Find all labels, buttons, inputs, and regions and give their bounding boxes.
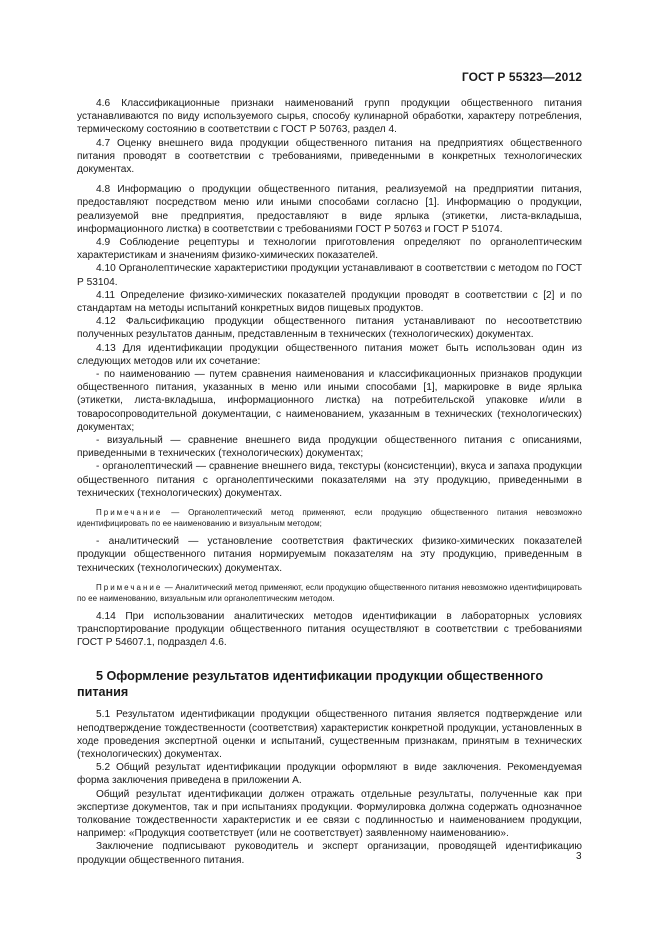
paragraph-4-7: 4.7 Оценку внешнего вида продукции общественного питания на предприятиях общественного питания проводят в соответствии с требованиями, приведенными в конкретных технологических документах. [77,137,582,176]
paragraph-4-10: 4.10 Органолептические характеристики продукции устанавливают в соответствии с методом по ГОСТ Р 53104. [77,263,582,288]
paragraph-5-2-signature: Заключение подписывают руководитель и эксперт организации, проводящей идентификацию продукции общественного питания. [77,841,582,866]
document-code: ГОСТ Р 55323—2012 [461,70,582,84]
page-number: 3 [576,851,582,862]
note-organoleptic [77,507,582,529]
document-body [77,97,582,867]
paragraph-5-2-result: Общий результат идентификации должен отражать отдельные результаты, полученные как при экспертизе документов, так и при испытаниях продукции. Формулировка должна содержать однозначное толкование тождественности характеристик и ее связи с подлинностью и наименованием продукции, например: «Продукция соответствует (или не соответствует) заявленному наименованию». [77,788,582,840]
note-label: Примечание [96,582,163,592]
note-text: — Органолептический метод применяют, если продукцию общественного питания невозможно идентифицировать по ее наименованию и визуальным методом; [77,508,582,529]
paragraph-4-9: 4.9 Соблюдение рецептуры и технологии приготовления определяют по органолептическим характеристикам и значениям физико-химических показателей. [77,237,582,262]
paragraph-4-11: 4.11 Определение физико-химических показателей продукции проводят в соответствии с [2] и по стандартам на методы испытаний конкретных видов пищевых продуктов. [77,289,582,315]
method-visual: - визуальный — сравнение внешнего вида продукции общественного питания с описаниями, приведенными в технических (технологических) документах; [77,435,582,460]
note-label: Примечание [96,508,163,518]
paragraph-4-8: 4.8 Информацию о продукции общественного питания, реализуемой на предприятии питания, предоставляют посредством меню или иными способами согласно [1]. Информацию о продукции, реализуемой вне предприятия, предоставляют в виде ярлыка (этикетки, листа-вкладыша, информационного листка) в соответствии с требованиями ГОСТ Р 50763 и ГОСТ Р 51074. [77,184,582,235]
paragraph-4-14: 4.14 При использовании аналитических методов идентификации в лабораторных условиях транспортирование продукции общественного питания осуществляют в соответствии с требованиями ГОСТ Р 54607.1, подраздел 4.6. [77,610,582,649]
section-5-heading: 5 Оформление результатов идентификации продукции общественного питания [77,669,544,700]
paragraph-4-13: 4.13 Для идентификации продукции общественного питания может быть использован один из следующих методов или их сочетание: [77,342,582,367]
method-analytical: - аналитический — установление соответствия фактических физико-химических показателей продукции общественного питания нормируемым показателям на эту продукцию, приведенным в технических (технологических) документах. [77,536,582,574]
paragraph-4-12: 4.12 Фальсификацию продукции общественного питания устанавливают по несоответствию полученных результатов данным, представленным в технических (технологических) документах. [77,316,582,341]
paragraph-5-1: 5.1 Результатом идентификации продукции общественного питания является подтверждение или неподтверждение тождественности (соответствия) характеристик конкретной продукции, установленных в ходе проведения экспертной оценки и испытаний, существенным признакам, принятым в технических (технологических) документах. [77,709,582,760]
method-by-name: - по наименованию — путем сравнения наименования и классификационных признаков продукции общественного питания, указанных в меню или иными способами [1], маркировке в виде ярлыка (этикетки, листа-вкладыша, информационного листка) на потребительской упаковке и/или в товаросопроводительной документации, с наименованием, указанным в технических (технологических) документах; [77,369,582,433]
paragraph-5-2: 5.2 Общий результат идентификации продукции оформляют в виде заключения. Рекомендуемая форма заключения приведена в приложении А. [77,762,582,787]
note-text: — Аналитический метод применяют, если продукцию общественного питания невозможно идентифицировать по ее наименованию, визуальным или органолептическим методом. [77,582,582,603]
note-analytical [77,582,582,604]
method-organoleptic: - органолептический — сравнение внешнего вида, текстуры (консистенции), вкуса и запаха продукции общественного питания с органолептическими показателями на эту продукцию, приведенными в технических (технологических) документах. [77,461,582,499]
paragraph-4-6: 4.6 Классификационные признаки наименований групп продукции общественного питания устанавливаются по виду используемого сырья, способу кулинарной обработки, характеру потребления, термическому состоянию в соответствии с ГОСТ Р 50763, раздел 4. [77,98,582,136]
